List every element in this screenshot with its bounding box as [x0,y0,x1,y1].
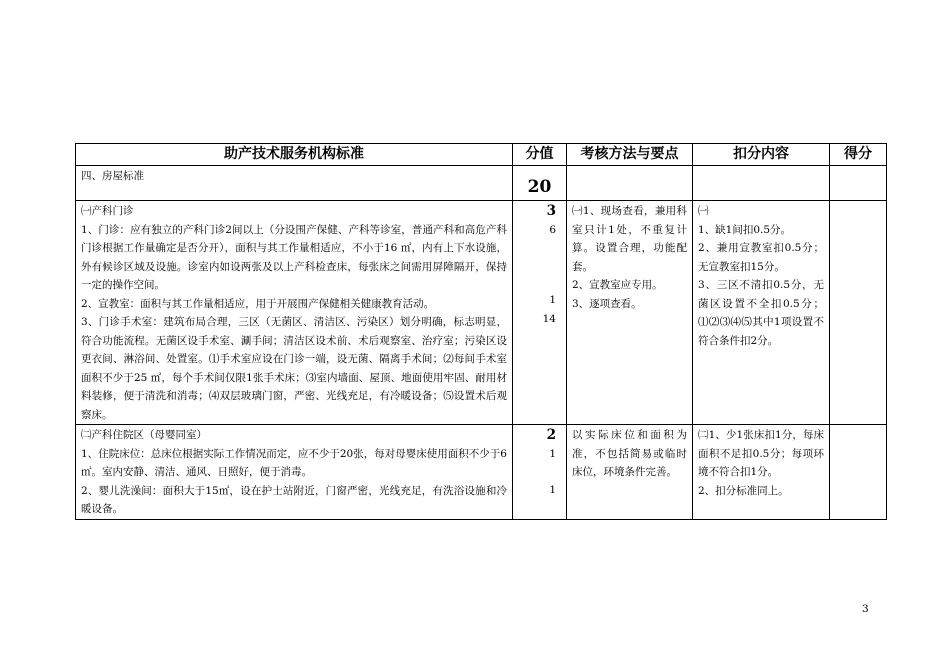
ward-standard-item-2: 2、婴儿洗澡间：面积大于15㎡，设在护士站附近，门窗严密，光线充足，有洗浴设施和冷暖设备。 [81,484,507,515]
clinic-method-item-2: 2、宣教室应专用。 [572,279,663,291]
clinic-standard-item-2: 2、宣教室：面积与其工作量相适应，用于开展围产保健相关健康教育活动。 [81,297,435,310]
ward-deduction-cell [693,425,830,520]
ward-deduction-item-1: ㈡1、少1张床扣1分，每床面积不足扣0.5分；每项环境不符合扣1分。 [698,429,824,478]
clinic-score-item-3: 14 [542,312,556,325]
header-standard: 助产技术服务机构标准 [76,144,513,166]
ward-score-total: 2 [546,427,556,443]
clinic-standard-item-3: 3、门诊手术室：建筑布局合理，三区（无菌区、清洁区、污染区）划分明确，标志明显，符合功能流程。无菌区设手术室、涮手间；清洁区设术前、术后观察室、治疗室；污染区设更衣间、淋浴间、处置室。⑴手术室应设在门诊一端，设无菌、隔离手术间；⑵每间手术室面积不少于25 ㎡，每个手术间仅限1张手术床；⑶室内墙面、屋顶、地面使用牢固、耐用材料装修，便于清洗和消毒；⑷双层玻璃门窗，严密、光线充足，有冷暖设备；⑸设置术后观察床。 [81,316,507,421]
clinic-standard-title: ㈠产科门诊 [81,205,134,217]
clinic-standard-item-1: 1、门诊：应有独立的产科门诊2间以上（分设围产保健、产科等诊室，普通产科和高危产科门诊根据工作量确定是否分开），面积与其工作量相适应，不小于16 ㎡，内有上下水设施，外有候诊区域及设施。诊室内如设两张及以上产科检查床，每张床之间需用屏障隔开，保持一定的操作空间。 [81,223,507,291]
ward-standard-text [76,425,512,519]
header-method: 考核方法与要点 [567,144,693,166]
ward-deduction-item-2: 2、扣分标准同上。 [698,484,789,497]
clinic-deduction-text [693,201,829,350]
table-row-clinic [76,201,887,425]
clinic-method-item-1: ㈠1、现场查看，兼用科室只计1处，不重复计算。设置合理，功能配套。 [572,205,687,273]
house-obtained-cell [830,166,887,201]
clinic-score-total: 3 [546,203,556,219]
clinic-standard-text [76,201,512,424]
table-header-row [76,144,887,166]
ward-standard-cell [76,425,513,520]
clinic-score-values [513,201,566,328]
ward-deduction-text [693,425,829,500]
clinic-deduction-item-1: 1、缺1间扣0.5分。 [698,223,792,236]
ward-score-item-2: 1 [549,484,556,496]
ward-method-cell [567,425,693,520]
clinic-deduction-title: ㈠ [698,205,709,217]
ward-standard-item-1: 1、住院床位：总床位根据实际工作情况而定，应不少于20张，每对母婴床使用面积不少于6㎡。室内安静、清洁、通风、日照好，便于消毒。 [81,447,507,478]
clinic-method-item-3: 3、逐项查看。 [572,297,642,310]
ward-method-item-1: 以实际床位和面积为准，不包括简易或临时床位，环境条件完善。 [572,429,687,478]
house-standard-cell [76,166,513,201]
clinic-method-cell [567,201,693,425]
clinic-obtained-cell [830,201,887,425]
header-obtained: 得分 [830,144,887,166]
house-score-value: 20 [527,177,552,197]
page-number: 3 [862,603,869,615]
ward-score-item-1: 1 [549,447,556,460]
clinic-deduction-cell [693,201,830,425]
table-row-house [76,166,887,201]
ward-score-values [513,425,566,500]
house-score-cell [513,166,567,201]
ward-obtained-cell [830,425,887,520]
table-row-ward [76,425,887,520]
clinic-score-item-2: 1 [549,294,556,306]
clinic-method-text [567,201,692,313]
ward-standard-title: ㈡产科住院区（母婴同室） [81,429,207,441]
ward-method-text [567,425,692,482]
house-standard-text: 四、房屋标准 [81,170,144,182]
house-method-cell [567,166,693,201]
clinic-score-item-1: 6 [549,223,556,236]
ward-score-cell [513,425,567,520]
clinic-score-cell [513,201,567,425]
clinic-deduction-item-3: 3、三区不清扣0.5分，无菌区设置不全扣0.5分；⑴⑵⑶⑷⑸其中1项设置不符合条件扣2分。 [698,279,824,347]
house-deduction-cell [693,166,830,201]
standards-table [75,143,887,520]
header-score: 分值 [513,144,567,166]
clinic-standard-cell [76,201,513,425]
header-deduction: 扣分内容 [693,144,830,166]
clinic-deduction-item-2: 2、兼用宣教室扣0.5分；无宣教室扣15分。 [698,242,824,273]
